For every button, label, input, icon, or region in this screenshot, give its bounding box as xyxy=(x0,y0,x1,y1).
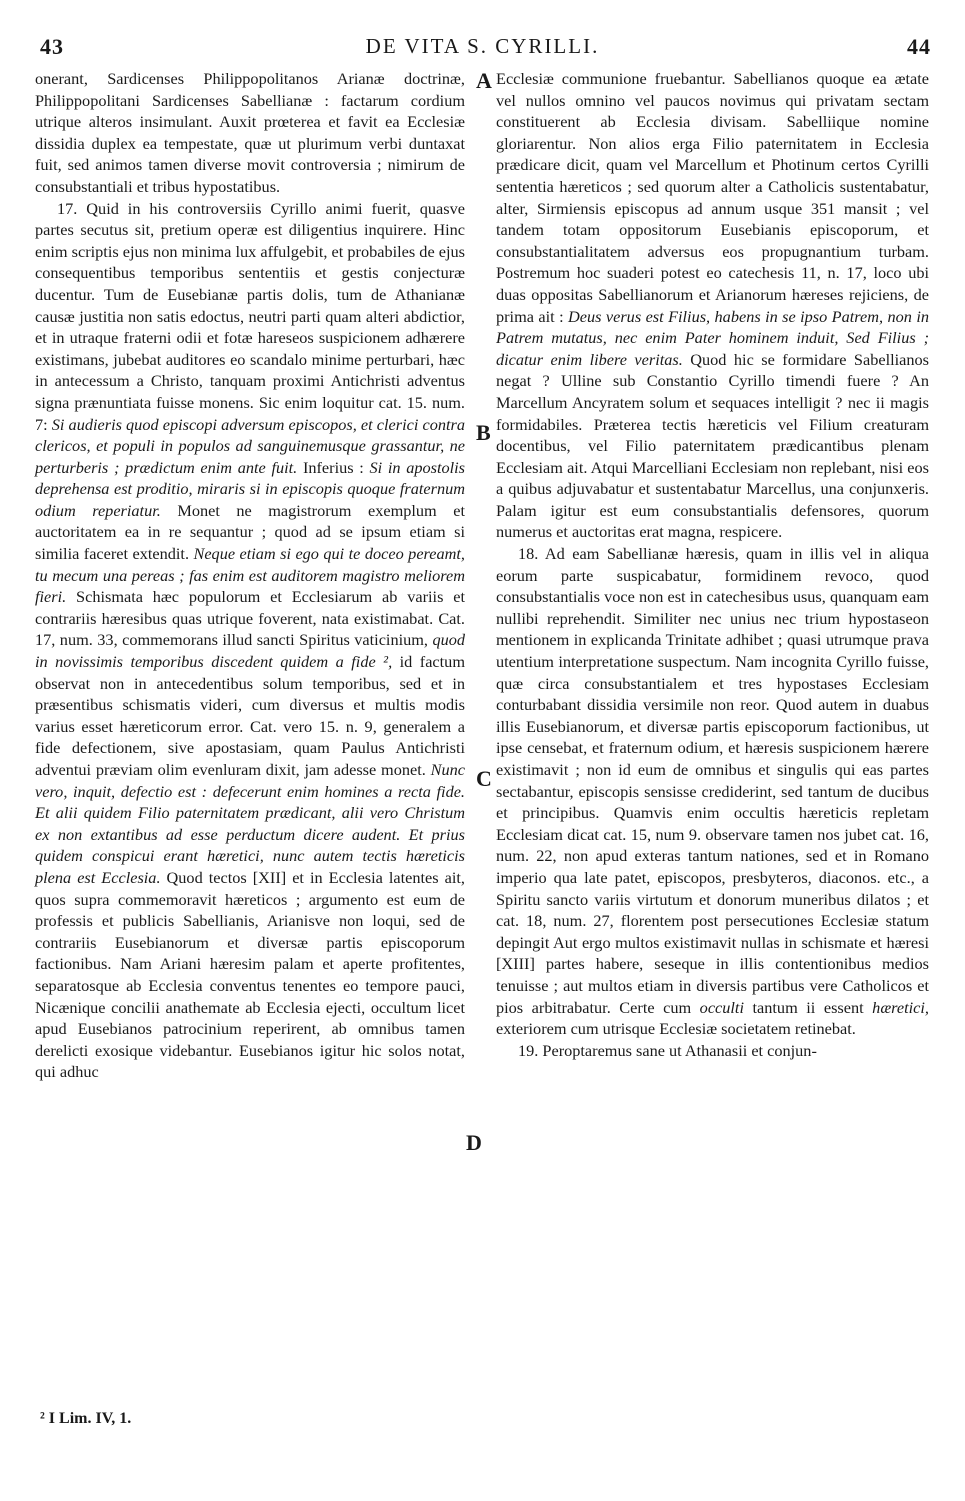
margin-marker-c: C xyxy=(476,766,492,791)
text-run: exteriorem cum utrisque Ecclesiæ societatem retinebat. xyxy=(496,1019,856,1039)
text-run: tantum ii essent xyxy=(743,997,873,1017)
running-header xyxy=(0,34,965,64)
text-run: id factum observat non in antecedentibus solum temporibus, sed et in præsentibus schismatis videri, cum diversus et multis modis varius esset hæreticorum error. Cat. vero 15. n. 9, generalem a fide defectionem, sive apostasiam, quam Paulus Antichristi adventui præviam olim evenluram dixit, jam adesse monet. xyxy=(35,652,465,779)
quotation: Neque etiam si ego qui te doceo pereamt, tu mecum una pereas ; fas enim est auditorem magistro meliorem fieri. xyxy=(35,544,465,607)
text-run: 17. Quid in his controversiis Cyrillo animi fuerit, quasve partes secutus sit, pretium operæ est diligentius inquirere. Hinc enim scriptis ejus non minima lux affulgebit, et probabiles de ejus consequentibus temporibus sententiis et gestis conjecturæ ducentur. Tum de Eusebianæ partis dolis, tum de Athanianæ causæ justitia non satis edoctus, neutri parti quam alteri abdictior, et in utraque fraterni odii et fotæ hareseos suspicionem adhærere existimans, jubebat auditores eo scandalo minime perturbari, hæc in antecessum a Christo, tanquam proximi Antichristi adventus signa prænuntiata fuisse monens. Sic enim loquitur cat. 15. num. 7: xyxy=(35,198,465,434)
quotation: quod in novissimis temporibus discedent quidem a fide ², xyxy=(35,630,465,672)
footnote: ² I Lim. IV, 1. xyxy=(40,1410,132,1427)
page-number-left: 43 xyxy=(40,34,64,59)
margin-marker-a: A xyxy=(476,68,492,93)
right-paragraph-continued xyxy=(496,68,929,543)
text-run: Schismata hæc populorum et Ecclesiarum ab variis et contrariis hæresibus quas utrique foverent, nata existimabat. Cat. 17, num. 33, commemorans illud sancti Spiritus vaticinium, xyxy=(35,587,465,650)
text-run: Monet ne magistrorum exemplum et auctoritatem ea in re sequantur ; quod ad se ipsum etiam si similia faceret extendit. xyxy=(35,500,465,564)
quotation: occulti xyxy=(699,997,744,1017)
quotation: hæretici, xyxy=(872,997,929,1017)
right-paragraph-18 xyxy=(496,543,929,1040)
left-paragraph-17 xyxy=(35,198,465,1083)
text-run: 18. Ad eam Sabellianæ hæresis, quam in illis vel in aliqua eorum parte suspicabatur, formidinem revoco, quod consubstantialis voce non est in catechesibus usus, quanquam eam nullibi reprehendit. Similiter nec unius nec trium hypostaseon mentionem in explicanda Trinitate adhibet ; quasi utrumque prava utentium interpretatione suspectum. Nam incognita Cyrillo fuisse, quæ circa consubstantialem et tres hypostases Ecclesiam conturbabant dissidia versimile non reor. Quod autem in duabus illis Eusebianorum, et diversæ partis episcoporum factionibus, ut ipse censebat, et fraternum odium, et hæresis suspicionem hærere existimavit ; non id eum de omnibus et singulis qui eas partes sectabantur, episcopis sensisse crediderint, sed tantum de ducibus et principibus. Quamvis enim occultis hæreticis repletam Ecclesiam dicat cat. 15, num 9. observare tamen nos jubet cat. 16, num. 22, non apud exteras tantum nationes, sed et in Romano imperio qua late patet, episcopos, presbyteros, diaconos. etc., a Spiritu sancto variis virtutum et donorum muneribus dilatos ; et cat. 18, num. 27, florentem post persecutiones Ecclesiæ statum depingit Aut ergo multos existimavit nullas in schismate et hæresi [XIII] partes habere, seseque in illis contentionibus medios tenuisse ; aut multos etiam in diversis partibus vere Catholicos et pios arbitrabatur. Certe cum xyxy=(496,544,929,1017)
quotation: Deus verus est Filius, habens in se ipso Patrem, non in Patrem mutatus, nec enim Pater hominem induit, Sed Filius ; dicatur enim libere veritas. xyxy=(496,306,929,369)
left-paragraph-1: onerant, Sardicenses Philippopolitanos Arianæ doctrinæ, Philippopolitani Sardicenses Sabellianæ : factarum cordium utrique alteros insimulant. Auxit prœterea et favit ea Ecclesiæ dissidia duplex ea tempestate, quæ ut plurimum verbi duntaxat fuit, sed animos tamen diverse movit controversia ; nimirum de consubstantiali et tribus hypostatibus. xyxy=(35,69,465,196)
quotation: Si audieris quod episcopi adversum episcopos, et clerici contra clericos, et populi in populos ad sanguinemusque grassantur, ne perturberis ; prædictum enim ante fuit. xyxy=(35,414,465,477)
quotation: Si in apostolis deprehensa est proditio, miraris si in episcopis quoque fraternum odium reperiatur. xyxy=(35,457,465,520)
text-run: Quod hic se formidare Sabellianos negat ? Ulline sub Constantio Cyrillo timendi fuere ? An Marcellum Ancyratem solum et sequaces intelligit ? nec ii magis formidabiles. Præterea tectis hæreticis vel Filium creaturam docentibus, vel Filio paternitatem prædicantibus plenam Ecclesiam ait. Atqui Marcelliani Ecclesiam non replebant, nisi eos a quibus adjuvabatur et sustentabatur Marcellus, una conjunxeris. Palam igitur est eum consubstantialis defensores, quorum numerus et auctoritas erat magna, respicere. xyxy=(496,349,929,542)
page-number-right: 44 xyxy=(907,34,931,59)
right-paragraph-19: 19. Peroptaremus sane ut Athanasii et conjun- xyxy=(518,1040,817,1060)
quotation: Nunc vero, inquit, defectio est : defecerunt enim homines a recta fide. Et alii quidem Filio paternitatem prædicant, alii vero Christum ex non extantibus ad esse perductum dicere audent. Et prius quidem conspicui erant hæretici, nunc autem tectis hæreticis plena est Ecclesia. xyxy=(35,760,465,887)
margin-marker-d: D xyxy=(466,1130,482,1155)
text-run: Ecclesiæ communione fruebantur. Sabellianos quoque ea ætate vel nullos omnino vel paucos novimus qui privatam sectam constituerent ab Ecclesia divisam. Sabelliique nomine gloriarentur. Non alios erga Filio paternitatem in Ecclesia prædicare dicit, quam vel Marcellum et Photinum certos Cyrilli sententia hæreticos ; sed quorum alter a Catholicis sustentabatur, alter, Sirmiensis episcopus ad annum usque 351 mansit ; vel tandem totam oppositorum Eusebianis episcoporum, et consubstantialitatem adversus eos propugnantium turbam. Postremum hoc suaderi potest eo catechesis 11, n. 17, loco ubi duas oppositas Sabellianorum et Arianorum hæreses rejiciens, de prima ait : xyxy=(496,69,929,326)
margin-marker-b: B xyxy=(476,420,491,445)
text-run: Inferius : xyxy=(297,457,370,477)
right-column xyxy=(496,68,929,1061)
text-run: Quod tectos [XII] et in Ecclesia latentes ait, quos supra commemoravit hæreticos ; argumento est eum de professis et publicis Sabellianis, Arianisve non loqui, sed de contrariis Eusebianorum et diversæ partis episcoporum factionibus. Nam Ariani hæresim palam et aperte profitentes, separatosque ab Ecclesia conventus tenentes eo tempore pauci, Nicænique concilii anathemate ab Ecclesia ejecti, occultum licet apud Eusebianos patrocinium reperirent, ab omnibus tamen derelicti exosique videbantur. Eusebianos igitur hic solos notat, qui adhuc xyxy=(35,867,465,1082)
page-title: DE VITA S. CYRILLI. xyxy=(365,34,600,58)
left-column xyxy=(35,68,465,1083)
